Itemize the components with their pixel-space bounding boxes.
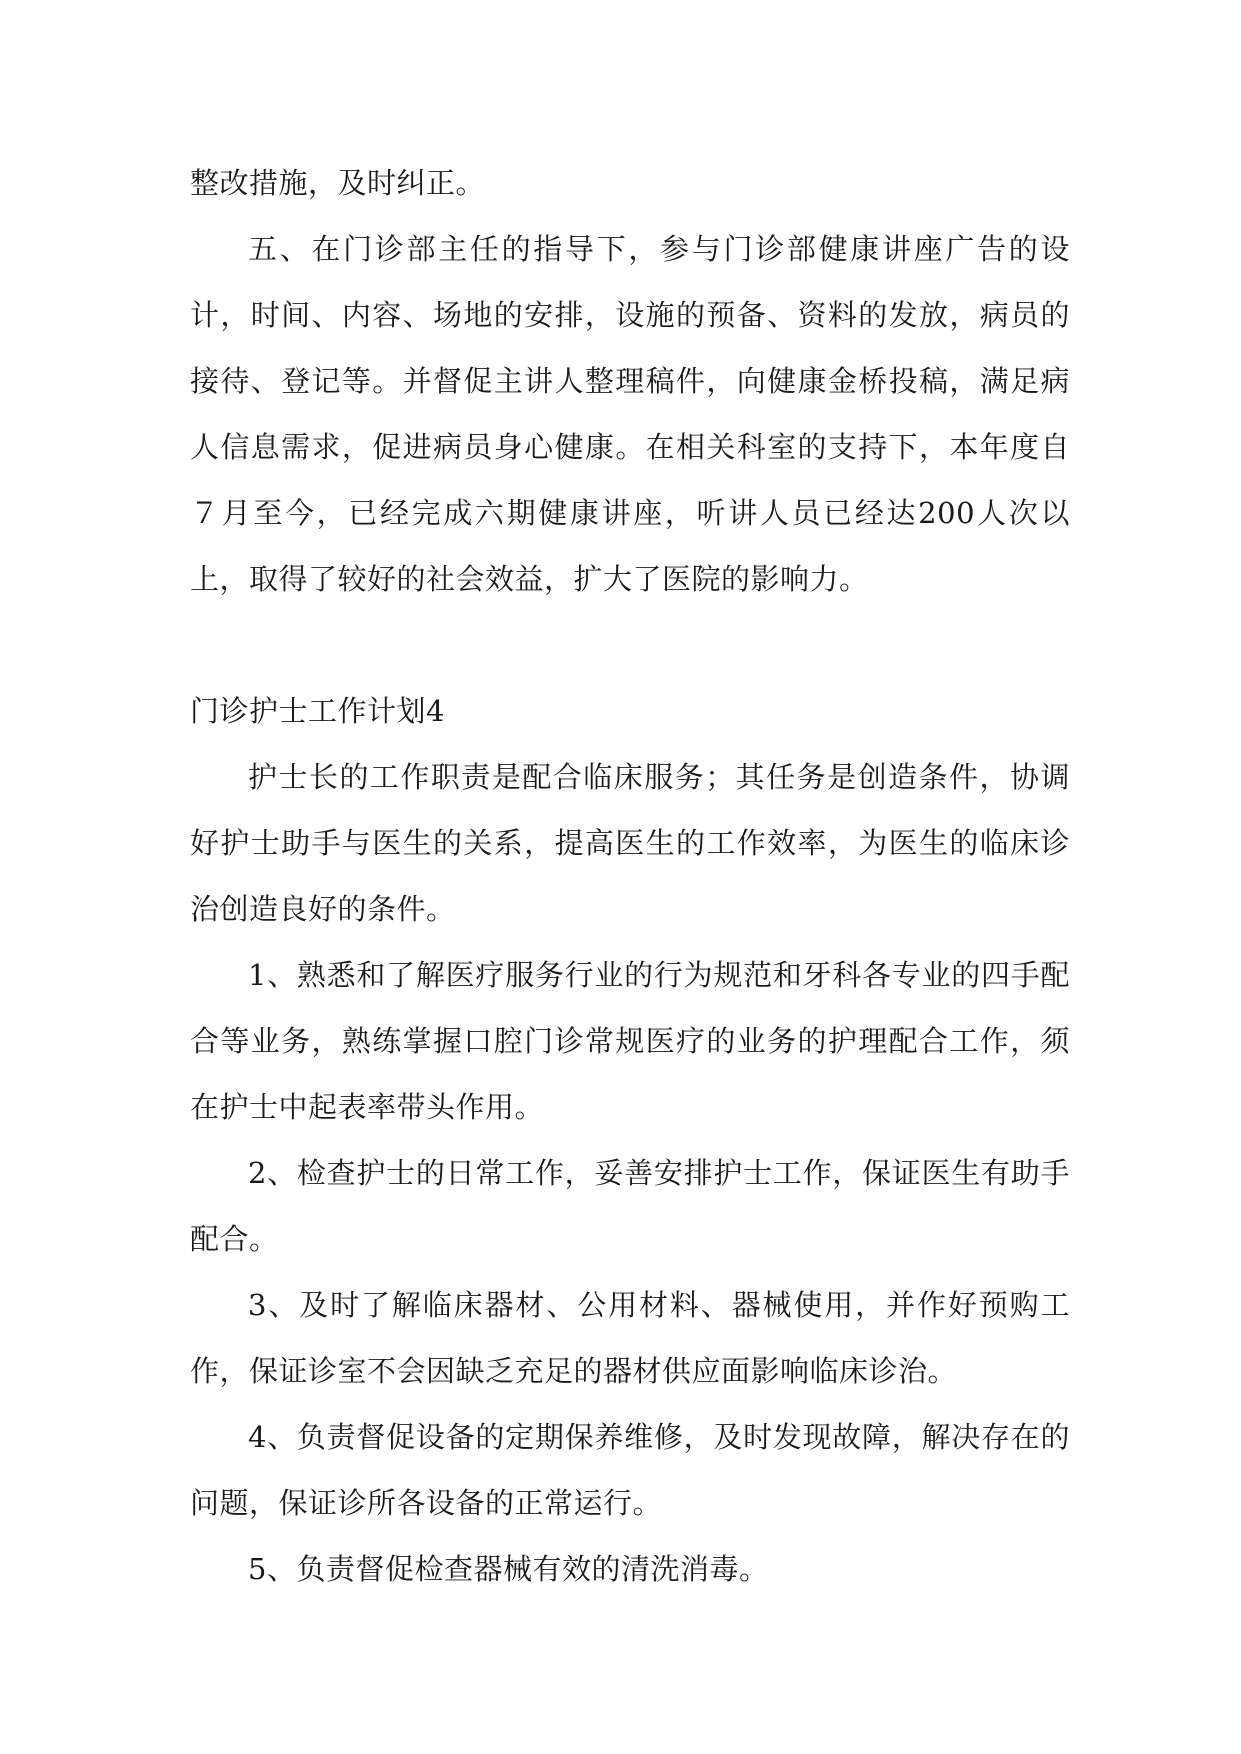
paragraph-item-5: 5、负责督促检查器械有效的清洗消毒。 [248,1552,769,1586]
paragraph-intro: 护士长的工作职责是配合临床服务；其任务是创造条件，协调好护士助手与医生的关系，提高医生的工作效率，为医生的临床诊治创造良好的条件。 [190,760,1070,926]
section-spacer [190,612,1070,678]
paragraph-item-1: 1、熟悉和了解医疗服务行业的行为规范和牙科各专业的四手配合等业务，熟练掌握口腔门诊常规医疗的业务的护理配合工作，须在护士中起表率带头作用。 [190,958,1070,1124]
paragraph-item-2: 2、检查护士的日常工作，妥善安排护士工作，保证医生有助手配合。 [190,1156,1070,1256]
section-heading: 门诊护士工作计划4 [190,694,445,728]
paragraph-continuation: 整改措施，及时纠正。 [190,166,486,200]
document-body [190,150,1070,1602]
paragraph-item-3: 3、及时了解临床器材、公用材料、器械使用，并作好预购工作，保证诊室不会因缺乏充足的器材供应面影响临床诊治。 [190,1288,1070,1388]
paragraph-item-five: 五、在门诊部主任的指导下，参与门诊部健康讲座广告的设计，时间、内容、场地的安排，设施的预备、资料的发放，病员的接待、登记等。并督促主讲人整理稿件，向健康金桥投稿，满足病人信息需求，促进病员身心健康。在相关科室的支持下，本年度自７月至今，已经完成六期健康讲座，听讲人员已经达200人次以上，取得了较好的社会效益，扩大了医院的影响力。 [190,232,1070,596]
paragraph-item-4: 4、负责督促设备的定期保养维修，及时发现故障，解决存在的问题，保证诊所各设备的正常运行。 [190,1420,1070,1520]
